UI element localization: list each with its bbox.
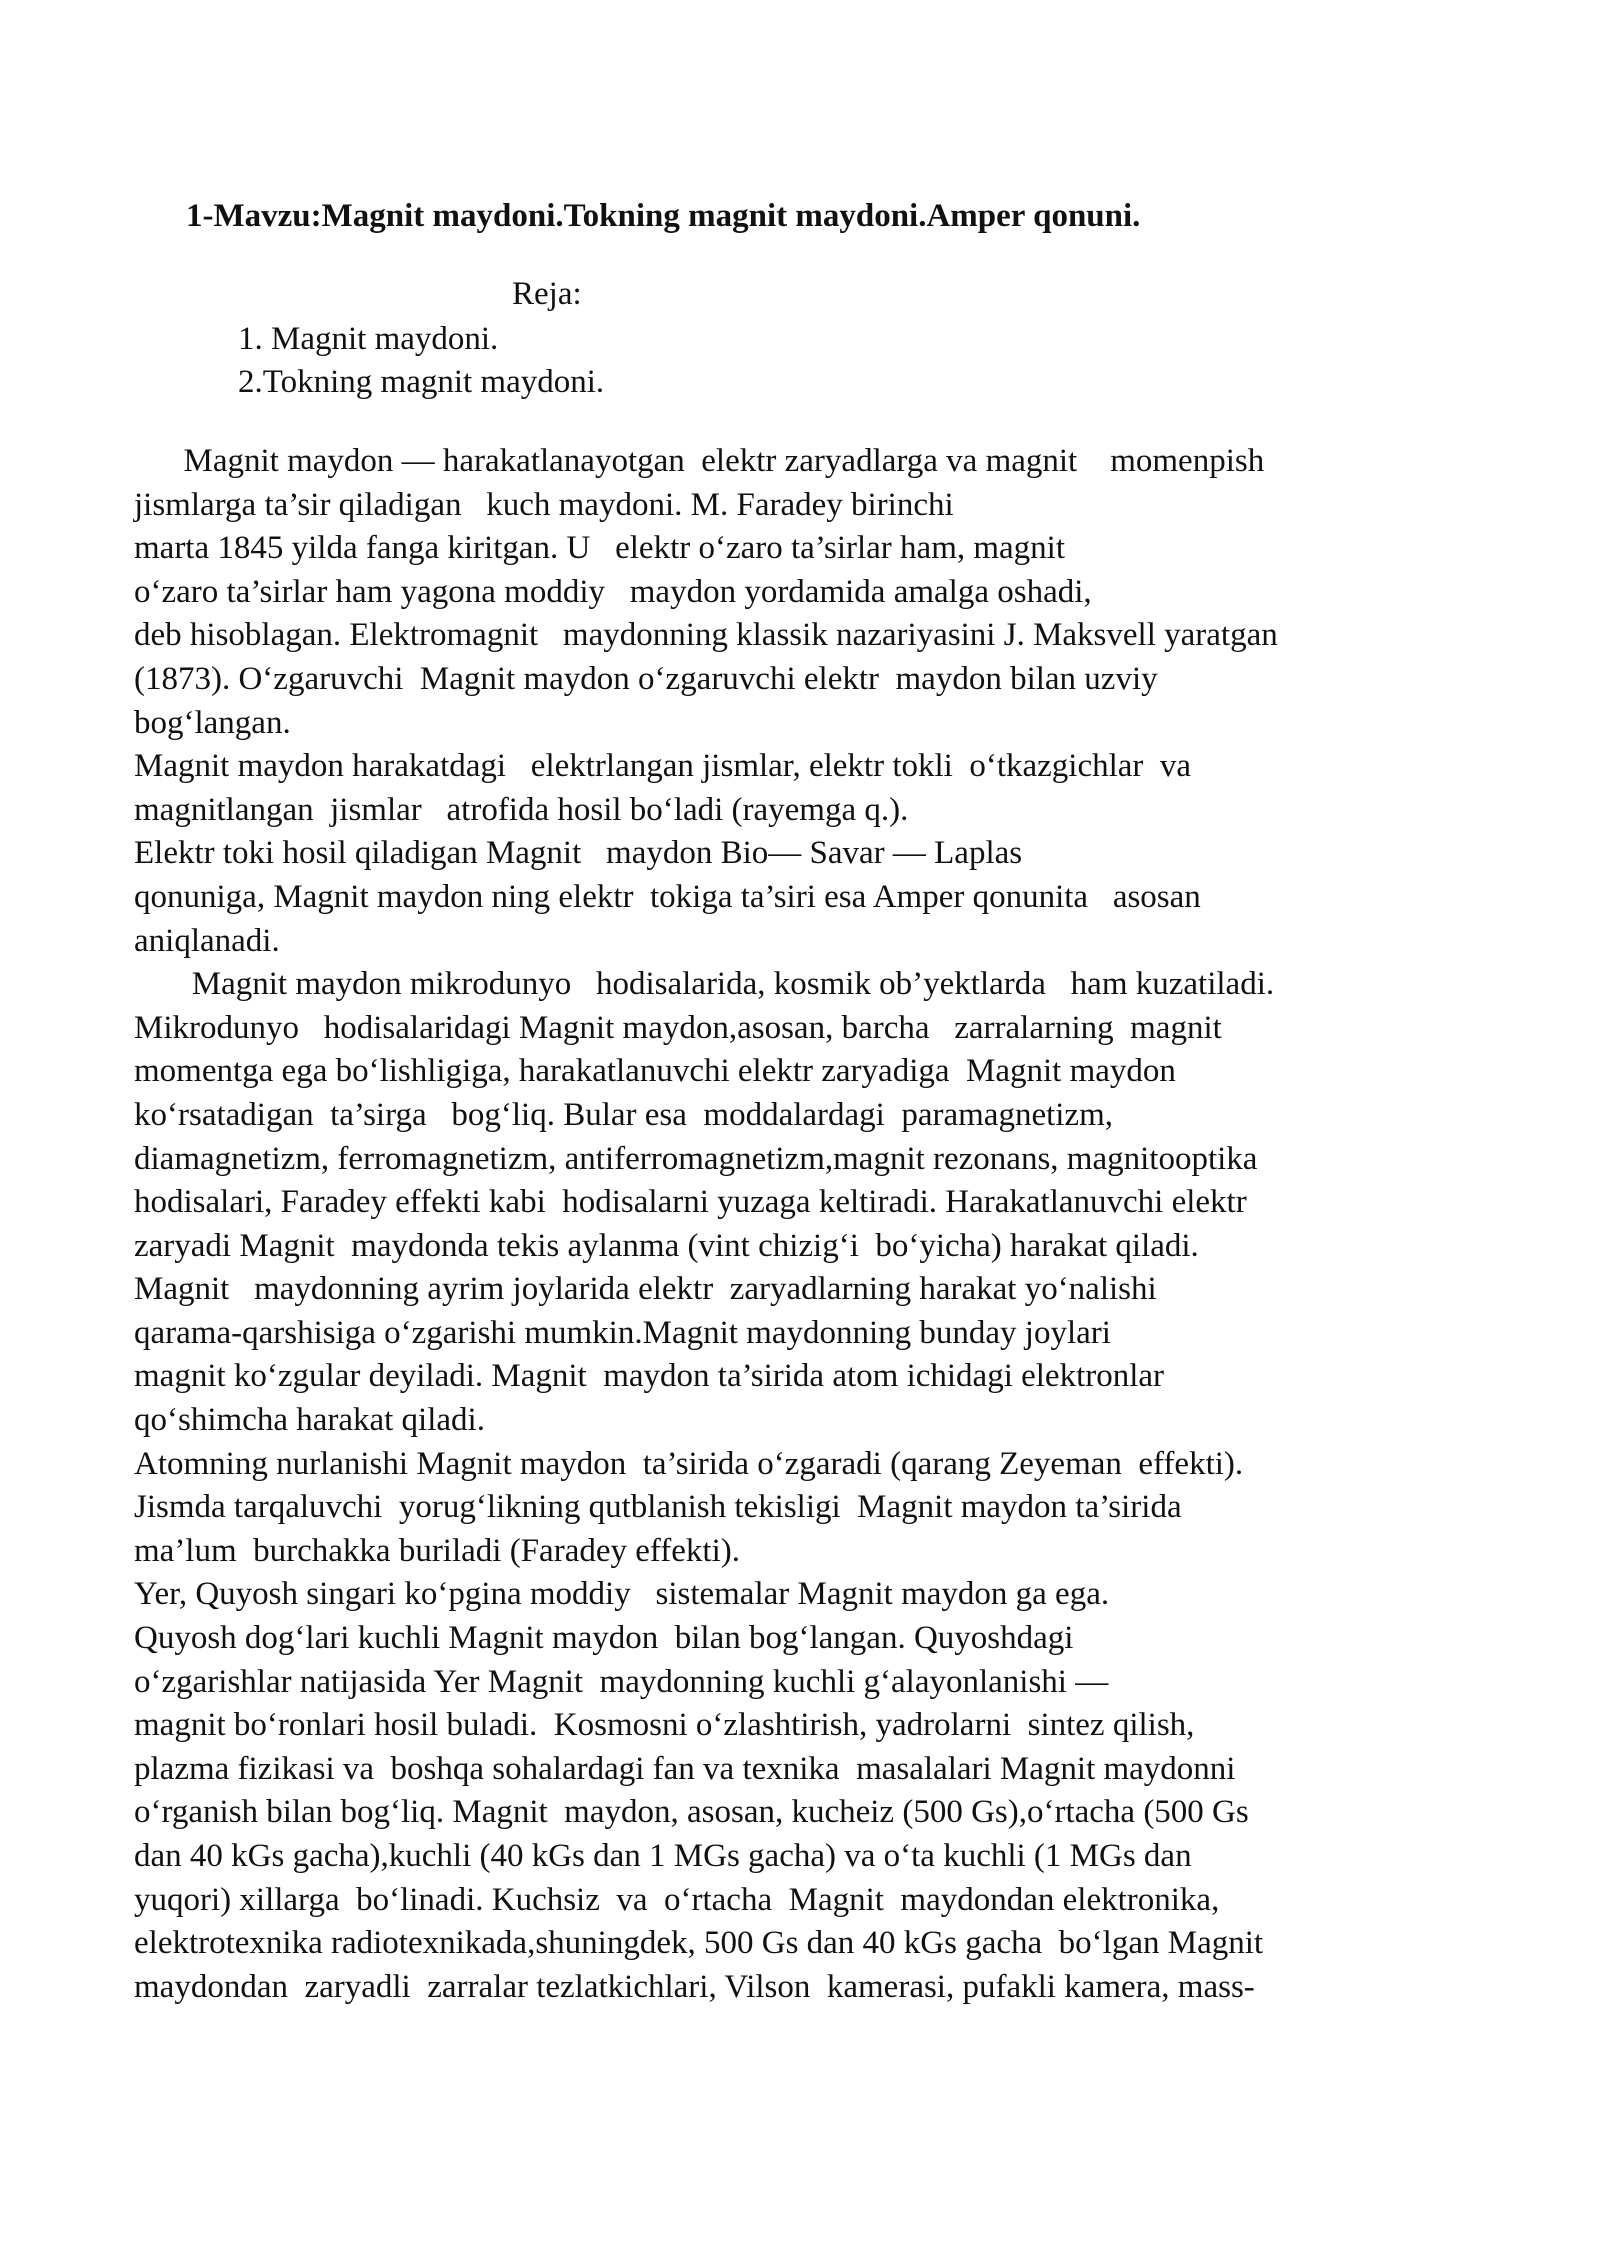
plan-item: 1. Magnit maydoni. — [238, 321, 499, 357]
text-line: Mikrodunyo hodisalaridagi Magnit maydon,asosan, barcha zarralarning magnit — [134, 1009, 1222, 1046]
text-line: aniqlanadi. — [134, 922, 280, 959]
text-line: jismlarga ta’sir qiladigan kuch maydoni. M. Faradey birinchi — [134, 486, 954, 523]
text-line: Magnit maydon mikrodunyo hodisalarida, kosmik ob’yektlarda ham kuzatiladi. — [134, 966, 1275, 1003]
text-line: o‘rganish bilan bog‘liq. Magnit maydon, asosan, kucheiz (500 Gs),o‘rtacha (500 Gs — [134, 1794, 1249, 1831]
plan-item: 2.Tokning magnit maydoni. — [238, 364, 605, 400]
text-line: bog‘langan. — [134, 704, 291, 741]
text-line: zaryadi Magnit maydonda tekis aylanma (vint chizig‘i bo‘yicha) harakat qiladi. — [134, 1227, 1199, 1264]
text-line: elektrotexnika radiotexnikada,shuningdek, 500 Gs dan 40 kGs gacha bo‘lgan Magnit — [134, 1925, 1264, 1962]
text-line: Atomning nurlanishi Magnit maydon ta’sirida o‘zgaradi (qarang Zeyeman effekti). — [134, 1445, 1244, 1482]
text-line: Elektr toki hosil qiladigan Magnit maydon Bio— Savar — Laplas — [134, 835, 1023, 872]
plan-label: Reja: — [512, 276, 582, 312]
text-line: yuqori) xillarga bo‘linadi. Kuchsiz va o‘rtacha Magnit maydondan elektronika, — [134, 1881, 1220, 1918]
text-line: qarama-qarshisiga o‘zgarishi mumkin.Magnit maydonning bunday joylari — [134, 1314, 1111, 1351]
text-line: (1873). O‘zgaruvchi Magnit maydon o‘zgaruvchi elektr maydon bilan uzviy — [134, 660, 1158, 697]
text-line: hodisalari, Faradey effekti kabi hodisalarni yuzaga keltiradi. Harakatlanuvchi elektr — [134, 1184, 1247, 1221]
document-title: 1-Mavzu:Magnit maydoni.Tokning magnit maydoni.Amper qonuni. — [186, 198, 1141, 234]
text-line: magnitlangan jismlar atrofida hosil bo‘ladi (rayemga q.). — [134, 791, 909, 828]
text-line: qo‘shimcha harakat qiladi. — [134, 1402, 485, 1439]
text-line: dan 40 kGs gacha),kuchli (40 kGs dan 1 MGs gacha) va o‘ta kuchli (1 MGs dan — [134, 1838, 1192, 1874]
text-line: plazma fizikasi va boshqa sohalardagi fan va texnika masalalari Magnit maydonni — [134, 1750, 1236, 1787]
text-line: magnit bo‘ronlari hosil buladi. Kosmosni o‘zlashtirish, yadrolarni sintez qilish, — [134, 1707, 1195, 1744]
text-line: Magnit maydon harakatdagi elektrlangan jismlar, elektr tokli o‘tkazgichlar va — [134, 748, 1192, 785]
text-line: ma’lum burchakka buriladi (Faradey effekti). — [134, 1532, 740, 1569]
text-line: Magnit maydon — harakatlanayotgan elektr zaryadlarga va magnit momenpish — [134, 443, 1265, 479]
text-line: diamagnetizm, ferromagnetizm, antiferromagnetizm,magnit rezonans, magnitooptika — [134, 1140, 1258, 1177]
text-line: marta 1845 yilda fanga kiritgan. U elektr o‘zaro ta’sirlar ham, magnit — [134, 530, 1066, 567]
text-line: Jismda tarqaluvchi yorug‘likning qutblanish tekisligi Magnit maydon ta’sirida — [134, 1489, 1182, 1526]
text-line: Magnit maydonning ayrim joylarida elektr zaryadlarning harakat yo‘nalishi — [134, 1271, 1157, 1308]
plan-list — [238, 318, 604, 404]
text-line: o‘zgarishlar natijasida Yer Magnit maydonning kuchli g‘alayonlanishi — — [134, 1663, 1109, 1700]
text-line: Quyosh dog‘lari kuchli Magnit maydon bilan bog‘langan. Quyoshdagi — [134, 1620, 1074, 1657]
text-line: magnit ko‘zgular deyiladi. Magnit maydon ta’sirida atom ichidagi elektronlar — [134, 1358, 1165, 1395]
text-line: Yer, Quyosh singari ko‘pgina moddiy sistemalar Magnit maydon ga ega. — [134, 1576, 1110, 1613]
text-line: qonuniga, Magnit maydon ning elektr tokiga ta’siri esa Amper qonunita asosan — [134, 878, 1201, 915]
body-text — [134, 440, 1474, 2009]
text-line: o‘zaro ta’sirlar ham yagona moddiy maydon yordamida amalga oshadi, — [134, 573, 1092, 610]
text-line: maydondan zaryadli zarralar tezlatkichlari, Vilson kamerasi, pufakli kamera, mass- — [134, 1968, 1255, 2005]
text-line: ko‘rsatadigan ta’sirga bog‘liq. Bular esa moddalardagi paramagnetizm, — [134, 1096, 1113, 1133]
text-line: momentga ega bo‘lishligiga, harakatlanuvchi elektr zaryadiga Magnit maydon — [134, 1053, 1176, 1090]
text-line: deb hisoblagan. Elektromagnit maydonning klassik nazariyasini J. Maksvell yaratgan — [134, 617, 1278, 654]
